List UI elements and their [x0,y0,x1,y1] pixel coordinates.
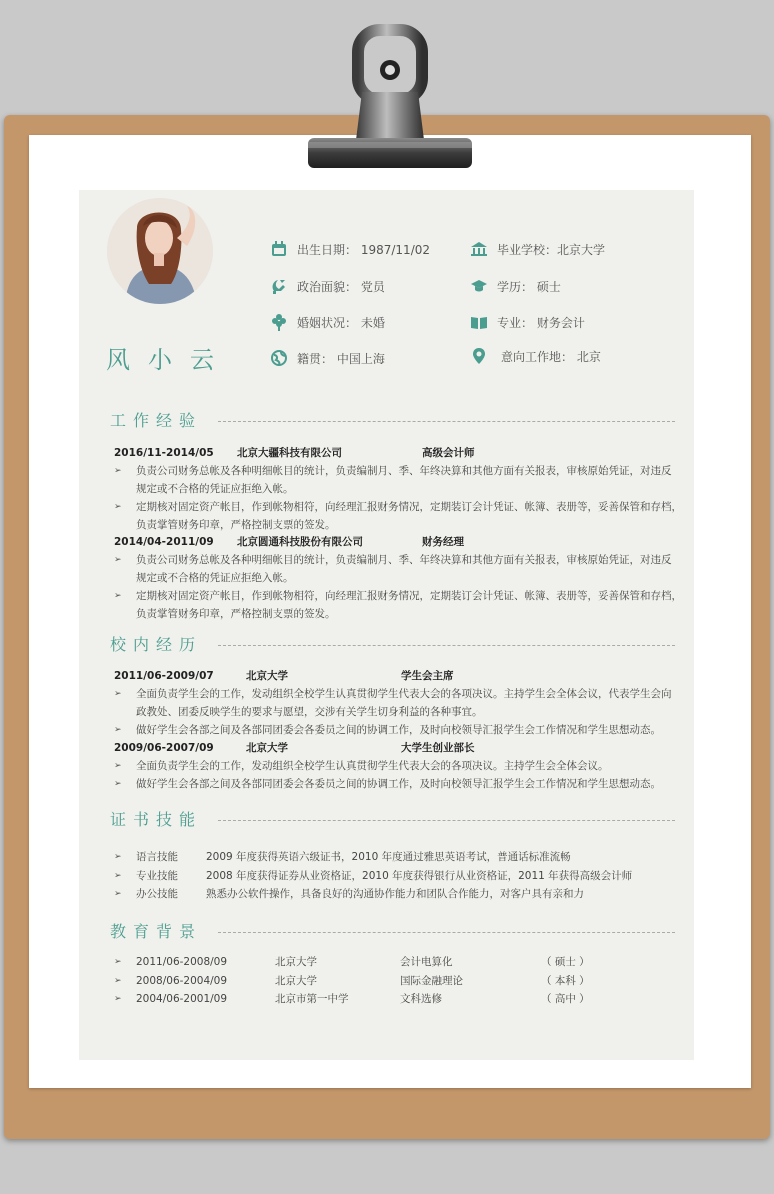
edu-degree: （ 本科 ） [541,975,590,987]
bullet-icon: ➢ [114,994,122,1004]
candidate-name: 风小云 [106,346,232,374]
work-period: 2014/04-2011/09 [114,536,214,548]
graduation-cap-icon [470,277,488,295]
skill-desc: 2008 年度获得证券从业资格证，2010 年度获得银行从业资格证，2011 年获得高级会计师 [206,870,633,882]
work-desc: 定期核对固定资产帐目，作到帐物相符，向经理汇报财务情况，定期装订会计凭证、帐簿、表册等，妥善保管和存档， [136,590,682,602]
edu-degree: （ 硕士 ） [541,956,590,968]
skill-desc: 2009 年度获得英语六级证书，2010 年度通过雅思英语考试，普通话标准流畅 [206,851,571,863]
work-role: 财务经理 [422,536,464,548]
work-desc: 规定或不合格的凭证应拒绝入帐。 [136,572,294,584]
edu-major: 会计电算化 [400,956,453,968]
edu-major: 文科选修 [400,993,442,1005]
section-divider [218,820,675,821]
bullet-icon: ➢ [114,555,122,565]
edu-period: 2011/06-2008/09 [136,956,228,968]
edu-school: 北京大学 [275,956,317,968]
section-title-education: 教育背景 [110,922,203,941]
edu-school: 北京大学 [275,975,317,987]
bullet-icon: ➢ [114,976,122,986]
bullet-icon: ➢ [114,957,122,967]
edu-major: 国际金融理论 [400,975,463,987]
skill-name: 语言技能 [136,851,178,863]
work-desc: 规定或不合格的凭证应拒绝入帐。 [136,483,294,495]
work-desc: 负责掌管财务印章，严格控制支票的签发。 [136,608,336,620]
bullet-icon: ➢ [114,761,122,771]
profile-photo [107,198,213,304]
campus-period: 2009/06-2007/09 [114,742,214,754]
campus-desc: 全面负责学生会的工作，发动组织全校学生认真贯彻学生代表大会的各项决议。主持学生会全体会议，代表学生会向 [136,688,672,700]
bullet-icon: ➢ [114,466,122,476]
work-desc: 负责公司财务总帐及各种明细帐目的统计，负责编制月、季、年终决算和其他方面有关报表，审核原始凭证，对违反 [136,554,672,566]
section-title-skills: 证书技能 [110,810,203,829]
section-title-work: 工作经验 [110,411,203,430]
edu-school: 北京市第一中学 [275,993,349,1005]
campus-org: 北京大学 [246,670,288,682]
skill-name: 专业技能 [136,870,178,882]
campus-role: 大学生创业部长 [401,742,475,754]
work-desc: 负责掌管财务印章，严格控制支票的签发。 [136,519,336,531]
edu-period: 2004/06-2001/09 [136,993,228,1005]
bullet-icon: ➢ [114,689,122,699]
work-period: 2016/11-2014/05 [114,447,214,459]
section-divider [218,932,675,933]
bullet-icon: ➢ [114,502,122,512]
work-role: 高级会计师 [422,447,475,459]
binder-clip-icon [300,22,480,182]
globe-icon [270,349,288,367]
section-title-campus: 校内经历 [110,635,203,654]
work-desc: 负责公司财务总帐及各种明细帐目的统计，负责编制月、季、年终决算和其他方面有关报表，审核原始凭证，对违反 [136,465,672,477]
campus-desc: 政教处、团委反映学生的要求与愿望，交涉有关学生切身利益的各种事宜。 [136,706,483,718]
flower-icon [270,313,288,331]
bullet-icon: ➢ [114,591,122,601]
campus-period: 2011/06-2009/07 [114,670,214,682]
skill-desc: 熟悉办公软件操作，具备良好的沟通协作能力和团队合作能力，对客户具有亲和力 [206,888,584,900]
party-emblem-icon [270,277,288,295]
section-divider [218,421,675,422]
bullet-icon: ➢ [114,725,122,735]
work-org: 北京大疆科技有限公司 [237,447,342,459]
edu-period: 2008/06-2004/09 [136,975,228,987]
portrait-image [107,198,213,304]
bullet-icon: ➢ [114,889,122,899]
skill-name: 办公技能 [136,888,178,900]
school-icon [470,240,488,258]
bullet-icon: ➢ [114,779,122,789]
section-divider [218,645,675,646]
book-icon [470,313,488,331]
work-org: 北京圆通科技股份有限公司 [237,536,363,548]
location-pin-icon [470,347,488,365]
campus-desc: 做好学生会各部之间及各部同团委会各委员之间的协调工作，及时向校领导汇报学生会工作情况和学生思想动态。 [136,724,661,736]
work-desc: 定期核对固定资产帐目，作到帐物相符，向经理汇报财务情况，定期装订会计凭证、帐簿、表册等，妥善保管和存档， [136,501,682,513]
bullet-icon: ➢ [114,871,122,881]
campus-desc: 全面负责学生会的工作，发动组织全校学生认真贯彻学生代表大会的各项决议。主持学生会全体会议。 [136,760,609,772]
campus-org: 北京大学 [246,742,288,754]
edu-degree: （ 高中 ） [541,993,590,1005]
campus-desc: 做好学生会各部之间及各部同团委会各委员之间的协调工作，及时向校领导汇报学生会工作情况和学生思想动态。 [136,778,661,790]
bullet-icon: ➢ [114,852,122,862]
campus-role: 学生会主席 [401,670,454,682]
calendar-icon [270,240,288,258]
